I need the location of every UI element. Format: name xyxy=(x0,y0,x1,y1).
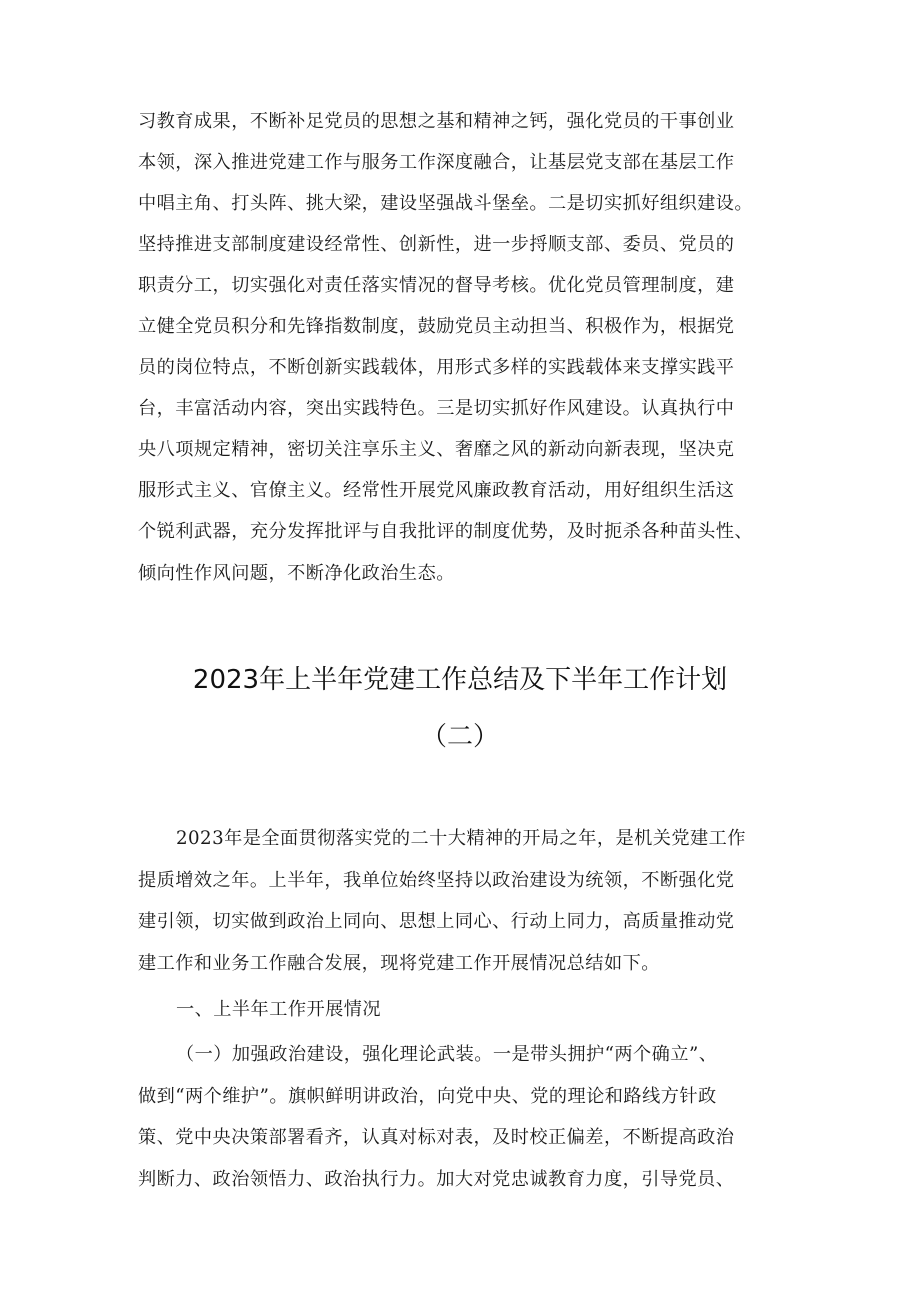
text-line: 央八项规定精神，密切关注享乐主义、奢靡之风的新动向新表现，坚决克 xyxy=(138,439,735,460)
text-line: 做到“两个维护”。旗帜鲜明讲政治，向党中央、党的理论和路线方针政 xyxy=(138,1086,717,1107)
text-line: 习教育成果，不断补足党员的思想之基和精神之钙，强化党员的干事创业 xyxy=(138,111,735,132)
text-line: 提质增效之年。上半年，我单位始终坚持以政治建设为统领，不断强化党 xyxy=(138,870,735,891)
text-line: （一）加强政治建设，强化理论武装。一是带头拥护“两个确立”、 xyxy=(176,1044,718,1065)
text-line: 个锐利武器，充分发挥批评与自我批评的制度优势，及时扼杀各种苗头性、 xyxy=(138,521,754,542)
document-subtitle: （二） xyxy=(420,722,499,752)
text-line: 建引领，切实做到政治上同向、思想上同心、行动上同力，高质量推动党 xyxy=(138,911,735,932)
text-line: 判断力、政治领悟力、政治执行力。加大对党忠诚教育力度，引导党员、 xyxy=(138,1169,735,1190)
text-line: 坚持推进支部制度建设经常性、创新性，进一步捋顺支部、委员、党员的 xyxy=(138,234,735,255)
document-title: 2023年上半年党建工作总结及下半年工作计划 xyxy=(192,665,728,695)
text-line: 职责分工，切实强化对责任落实情况的督导考核。优化党员管理制度，建 xyxy=(138,275,735,296)
text-line: 中唱主角、打头阵、挑大梁，建设坚强战斗堡垒。二是切实抓好组织建设。 xyxy=(138,193,754,214)
text-line: 立健全党员积分和先锋指数制度，鼓励党员主动担当、积极作为，根据党 xyxy=(138,316,735,337)
text-line: 本领，深入推进党建工作与服务工作深度融合，让基层党支部在基层工作 xyxy=(138,152,735,173)
text-line: 倾向性作风问题，不断净化政治生态。 xyxy=(138,563,455,584)
text-line: 策、党中央决策部署看齐，认真对标对表，及时校正偏差，不断提高政治 xyxy=(138,1127,735,1148)
text-line: 建工作和业务工作融合发展，现将党建工作开展情况总结如下。 xyxy=(138,953,660,974)
text-line: 台，丰富活动内容，突出实践特色。三是切实抓好作风建设。认真执行中 xyxy=(138,398,735,419)
text-line: 服形式主义、官僚主义。经常性开展党风廉政教育活动，用好组织生活这 xyxy=(138,480,735,501)
text-line: 员的岗位特点，不断创新实践载体，用形式多样的实践载体来支撑实践平 xyxy=(138,357,735,378)
text-line: 2023年是全面贯彻落实党的二十大精神的开局之年，是机关党建工作 xyxy=(176,828,746,849)
section-heading: 一、上半年工作开展情况 xyxy=(176,999,382,1020)
